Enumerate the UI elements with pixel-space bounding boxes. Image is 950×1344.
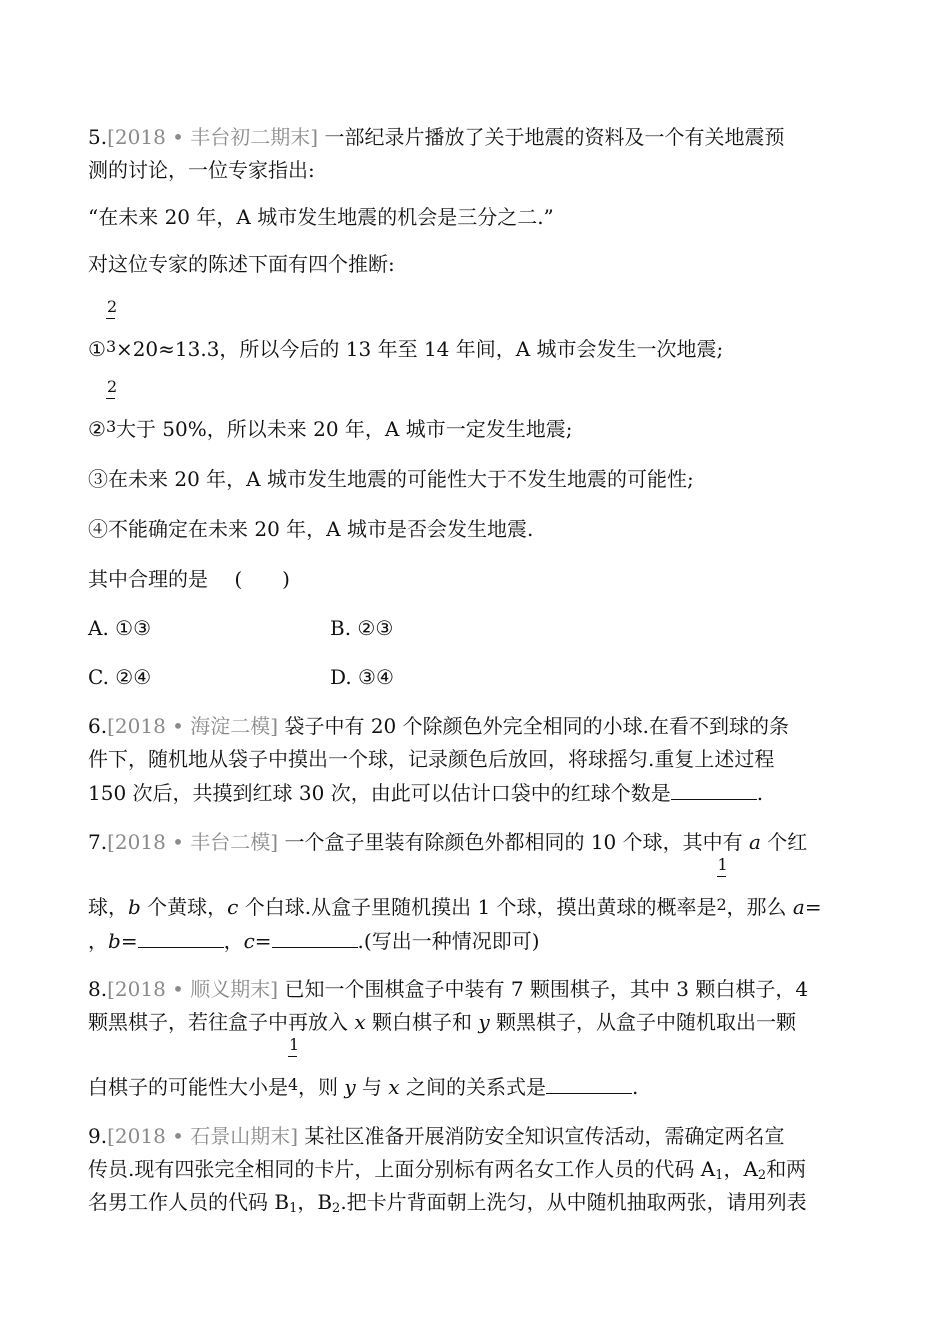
variable-b: b — [128, 895, 141, 919]
fraction — [105, 297, 118, 364]
question-text: 某社区准备开展消防安全知识宣传活动，需确定两名宣 — [298, 1124, 785, 1148]
q5-option-3: ③在未来 20 年，A 城市发生地震的可能性大于不发生地震的可能性; — [88, 467, 694, 491]
subscript: 1 — [289, 1201, 298, 1216]
answer-blank-b[interactable] — [138, 927, 224, 948]
subscript: 2 — [757, 1168, 767, 1183]
equals: = — [254, 929, 272, 953]
variable-y: y — [478, 1010, 490, 1034]
q5-option-4: ④不能确定在未来 20 年，A 城市是否会发生地震. — [88, 517, 534, 541]
question-text: 已知一个围棋盒子中装有 7 颗围棋子，其中 3 颗白棋子，4 — [278, 977, 809, 1001]
choice-b: B. ②③ — [330, 616, 394, 640]
fraction-bar — [717, 876, 726, 877]
question-text: 袋子中有 20 个除颜色外完全相同的小球.在看不到球的条 — [278, 714, 789, 738]
question-source: [2018 • 石景山期末] — [107, 1124, 299, 1148]
q5-option-1 — [88, 297, 724, 364]
option-mark: ① — [88, 337, 106, 361]
q5-question: 其中合理的是 ( ) — [88, 567, 290, 591]
fraction-numerator: 2 — [106, 297, 118, 316]
question-text: 球， — [88, 895, 128, 919]
question-text: ，A — [723, 1157, 758, 1181]
q5-quote: “在未来 20 年，A 城市发生地震的机会是三分之二.” — [88, 205, 554, 229]
variable-x: x — [354, 1010, 366, 1034]
q9-line-1 — [88, 1123, 784, 1149]
fraction-denominator: 2 — [716, 895, 727, 914]
question-text: ，那么 — [726, 895, 793, 919]
question-text: 一部纪录片播放了关于地震的资料及一个有关地震预 — [318, 125, 785, 149]
q8-line-1 — [88, 976, 808, 1002]
fraction — [716, 855, 728, 922]
question-text: 150 次后，共摸到红球 30 次，由此可以估计口袋中的红球个数是 — [88, 781, 671, 805]
variable-a: a — [749, 830, 761, 854]
fraction-denominator: 3 — [105, 337, 117, 356]
question-text: 一个盒子里装有除颜色外都相同的 10 个球，其中有 — [278, 830, 749, 854]
equals: = — [120, 929, 138, 953]
choice-d: D. ③④ — [330, 665, 394, 689]
question-text: 与 — [355, 1075, 389, 1099]
fraction-numerator: 2 — [106, 377, 118, 396]
variable-y: y — [344, 1075, 356, 1099]
question-number: 7. — [88, 830, 108, 854]
choice-c: C. ②④ — [88, 665, 152, 689]
answer-blank[interactable] — [671, 779, 757, 800]
option-mark: ② — [88, 417, 106, 441]
q9-line-3 — [88, 1189, 807, 1215]
q9-line-2 — [88, 1156, 806, 1182]
option-text: ×20≈13.3，所以今后的 13 年至 14 年间，A 城市会发生一次地震; — [115, 337, 724, 361]
question-source: [2018 • 丰台二模] — [107, 830, 279, 854]
choice-a: A. ①③ — [88, 616, 152, 640]
question-text: ，B — [297, 1190, 333, 1214]
q7-line-2 — [88, 855, 822, 922]
question-text: 白棋子的可能性大小是 — [88, 1075, 288, 1099]
question-number: 5. — [88, 125, 108, 149]
q7-line-1 — [88, 829, 807, 855]
fraction-bar — [106, 398, 115, 399]
question-text: 个黄球， — [140, 895, 228, 919]
question-number: 8. — [88, 977, 108, 1001]
question-text: .(写出一种情况即可) — [357, 929, 540, 953]
variable-c: c — [227, 895, 239, 919]
question-text: 个红 — [760, 830, 808, 854]
answer-blank-c[interactable] — [272, 927, 358, 948]
answer-blank[interactable] — [546, 1073, 632, 1094]
equals: = — [804, 895, 822, 919]
q6-line-3 — [88, 779, 763, 806]
q8-line-3 — [88, 1035, 639, 1102]
variable-b: b — [108, 929, 121, 953]
q5-intro: 对这位专家的陈述下面有四个推断: — [88, 252, 395, 276]
question-text: ，则 — [298, 1075, 345, 1099]
fraction-bar — [288, 1056, 297, 1057]
fraction — [105, 377, 118, 444]
q7-line-3 — [88, 927, 540, 954]
fraction-denominator: 3 — [105, 417, 117, 436]
fraction-numerator: 1 — [717, 855, 728, 874]
comma: ， — [223, 929, 244, 953]
period: . — [632, 1075, 639, 1099]
question-text: 颗黑棋子，从盒子中随机取出一颗 — [489, 1010, 797, 1034]
question-text: 传员.现有四张完全相同的卡片，上面分别标有两名女工作人员的代码 A — [88, 1157, 716, 1181]
question-number: 9. — [88, 1124, 108, 1148]
fraction-numerator: 1 — [289, 1035, 300, 1054]
question-text: 颗白棋子和 — [365, 1010, 479, 1034]
comma: ， — [88, 929, 108, 953]
question-source: [2018 • 海淀二模] — [107, 714, 279, 738]
variable-x: x — [388, 1075, 400, 1099]
variable-a: a — [792, 895, 805, 919]
option-text: 大于 50%，所以未来 20 年，A 城市一定发生地震; — [115, 417, 573, 441]
q5-option-2 — [88, 377, 573, 444]
fraction-bar — [106, 318, 115, 319]
q8-line-2 — [88, 1009, 796, 1035]
question-number: 6. — [88, 714, 108, 738]
q5-line-2: 测的讨论，一位专家指出: — [88, 158, 315, 182]
question-text: 名男工作人员的代码 B — [88, 1190, 290, 1214]
question-source: [2018 • 丰台初二期末] — [107, 125, 319, 149]
question-source: [2018 • 顺义期末] — [107, 977, 279, 1001]
subscript: 1 — [715, 1168, 724, 1183]
subscript: 2 — [332, 1201, 341, 1216]
q6-line-1 — [88, 713, 789, 739]
q6-line-2: 件下，随机地从袋子中摸出一个球，记录颜色后放回，将球摇匀.重复上述过程 — [88, 747, 775, 771]
fraction — [288, 1035, 300, 1102]
question-text: 和两 — [766, 1157, 807, 1181]
question-text: 颗黑棋子，若往盒子中再放入 — [88, 1010, 355, 1034]
fraction-denominator: 4 — [288, 1075, 299, 1094]
variable-c: c — [243, 929, 255, 953]
question-text: 个白球.从盒子里随机摸出 1 个球，摸出黄球的概率是 — [238, 895, 717, 919]
q5-line-1 — [88, 124, 784, 150]
period: . — [756, 781, 764, 805]
question-text: .把卡片背面朝上洗匀，从中随机抽取两张，请用列表 — [340, 1190, 807, 1214]
question-text: 之间的关系式是 — [399, 1075, 547, 1099]
